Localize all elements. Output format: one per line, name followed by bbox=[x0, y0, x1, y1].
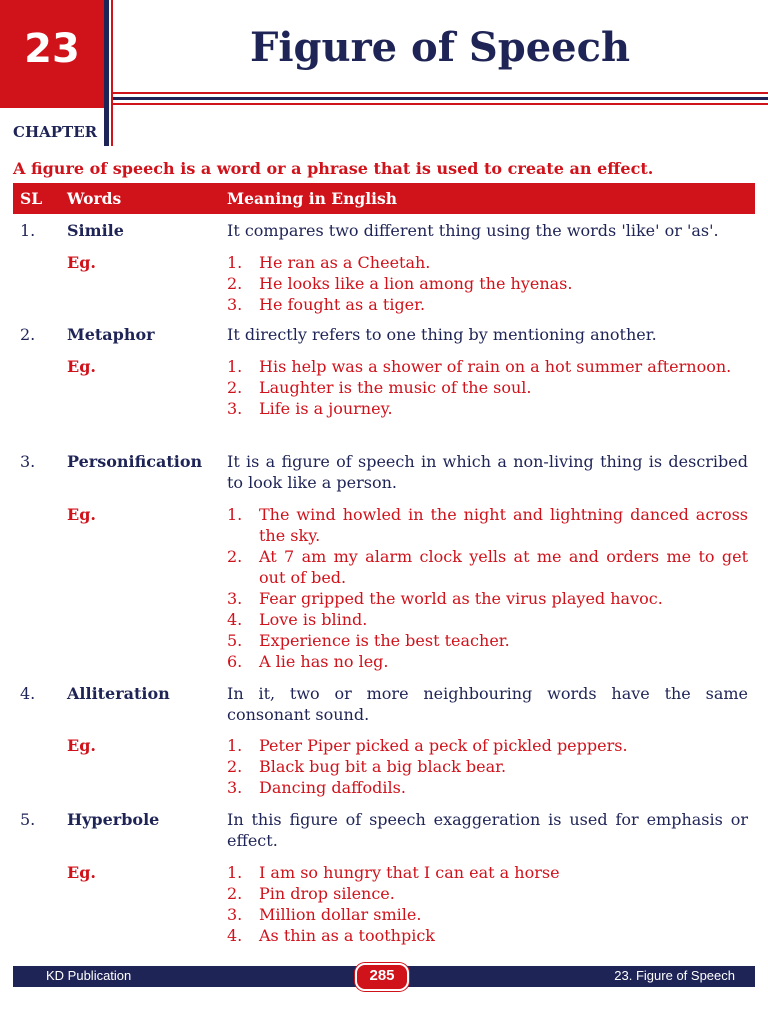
row-word: Hyperbole bbox=[67, 810, 160, 829]
list-item: 3. Million dollar smile. bbox=[227, 905, 422, 924]
chapter-label: CHAPTER bbox=[13, 123, 98, 141]
column-header-sl: SL bbox=[20, 189, 43, 208]
list-item: 1. The wind howled in the night and lightning danced across the sky. bbox=[227, 505, 748, 545]
row-meaning: In it, two or more neighbouring words have the same consonant sound. bbox=[227, 684, 748, 724]
header-rule bbox=[113, 97, 768, 100]
page-number-badge bbox=[355, 963, 409, 991]
list-item: 3. Dancing daffodils. bbox=[227, 778, 406, 797]
publisher-name: KD Publication bbox=[46, 968, 132, 983]
row-meaning: In this figure of speech exaggeration is used for emphasis or effect. bbox=[227, 810, 748, 850]
table-header bbox=[13, 183, 755, 214]
list-item: 1. His help was a shower of rain on a hot summer afternoon. bbox=[227, 357, 732, 376]
row-meaning: It is a figure of speech in which a non-living thing is described to look like a person. bbox=[227, 452, 748, 492]
intro-text: A figure of speech is a word or a phrase that is used to create an effect. bbox=[13, 159, 654, 178]
footer-chapter-ref: 23. Figure of Speech bbox=[614, 968, 735, 983]
row-meaning: It directly refers to one thing by mentioning another. bbox=[227, 325, 657, 344]
row-sl: 1. bbox=[20, 221, 36, 240]
header-rule bbox=[113, 92, 768, 94]
row-word: Metaphor bbox=[67, 325, 155, 344]
list-item: 4. Love is blind. bbox=[227, 610, 368, 629]
list-item: 1. I am so hungry that I can eat a horse bbox=[227, 863, 560, 882]
example-list bbox=[227, 504, 748, 672]
list-item: 3. Life is a journey. bbox=[227, 399, 393, 418]
list-item: 3. He fought as a tiger. bbox=[227, 295, 426, 314]
list-item: 3. Fear gripped the world as the virus played havoc. bbox=[227, 589, 663, 608]
page-title: Figure of Speech bbox=[249, 24, 631, 71]
chapter-number: 23 bbox=[24, 26, 80, 72]
page-number: 285 bbox=[369, 967, 395, 984]
eg-label: Eg. bbox=[67, 736, 96, 755]
row-meaning: It compares two different thing using the words 'like' or 'as'. bbox=[227, 221, 719, 240]
example-list bbox=[227, 252, 748, 315]
row-sl: 3. bbox=[20, 452, 36, 471]
row-word: Personification bbox=[67, 452, 203, 471]
column-header-meaning: Meaning in English bbox=[227, 189, 397, 208]
eg-label: Eg. bbox=[67, 505, 96, 524]
eg-label: Eg. bbox=[67, 357, 96, 376]
list-item: 2. Laughter is the music of the soul. bbox=[227, 378, 532, 397]
chapter-number-box bbox=[0, 0, 104, 108]
list-item: 2. Black bug bit a big black bear. bbox=[227, 757, 507, 776]
eg-label: Eg. bbox=[67, 253, 96, 272]
row-sl: 2. bbox=[20, 325, 36, 344]
list-item: 2. At 7 am my alarm clock yells at me and orders me to get out of bed. bbox=[227, 547, 748, 587]
example-list bbox=[227, 356, 748, 419]
eg-label: Eg. bbox=[67, 863, 96, 882]
page-footer bbox=[13, 966, 755, 987]
list-item: 5. Experience is the best teacher. bbox=[227, 631, 510, 650]
row-sl: 4. bbox=[20, 684, 36, 703]
list-item: 2. Pin drop silence. bbox=[227, 884, 395, 903]
header-rule bbox=[113, 103, 768, 105]
example-list bbox=[227, 862, 748, 946]
row-word: Simile bbox=[67, 221, 124, 240]
column-header-words: Words bbox=[67, 189, 122, 208]
example-list bbox=[227, 735, 748, 798]
list-item: 1. He ran as a Cheetah. bbox=[227, 253, 431, 272]
list-item: 2. He looks like a lion among the hyenas. bbox=[227, 274, 573, 293]
list-item: 6. A lie has no leg. bbox=[227, 652, 389, 671]
list-item: 4. As thin as a toothpick bbox=[227, 926, 435, 945]
row-sl: 5. bbox=[20, 810, 36, 829]
header-divider-accent bbox=[111, 0, 113, 146]
list-item: 1. Peter Piper picked a peck of pickled peppers. bbox=[227, 736, 628, 755]
row-word: Alliteration bbox=[67, 684, 170, 703]
